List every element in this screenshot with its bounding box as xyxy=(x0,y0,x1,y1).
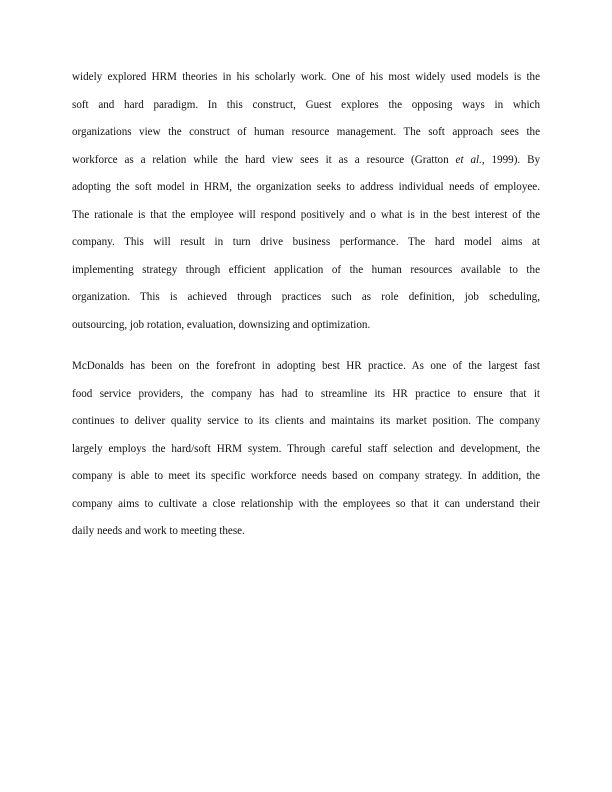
text-line: outsourcing, job rotation, evaluation, downsizing and optimization. xyxy=(72,318,371,331)
citation-year: , 1999). By xyxy=(481,153,541,166)
text-line: implementing strategy through efficient application of the human resources available to the xyxy=(72,263,540,276)
text-line-with-citation xyxy=(72,147,540,175)
text-line: widely explored HRM theories in his scholarly work. One of his most widely used models is the xyxy=(72,71,540,83)
text-line: The rationale is that the employee will respond positively and o what is in the best interest of the xyxy=(72,208,540,221)
paragraph-mcdonalds xyxy=(72,353,540,546)
text-line: largely employs the hard/soft HRM system. Through careful staff selection and development, the xyxy=(72,442,540,455)
paragraph-hrm-theories xyxy=(72,64,540,339)
text-line: continues to deliver quality service to its clients and maintains its market position. The company xyxy=(72,415,540,428)
text-line: soft and hard paradigm. In this construct, Guest explores the opposing ways in which xyxy=(72,98,540,111)
text-line: McDonalds has been on the forefront in adopting best HR practice. As one of the largest fast xyxy=(72,360,540,372)
text-line: company aims to cultivate a close relationship with the employees so that it can understand their xyxy=(72,497,540,510)
text-line: company is able to meet its specific workforce needs based on company strategy. In addition, the xyxy=(72,470,540,483)
text-line: daily needs and work to meeting these. xyxy=(72,525,245,538)
text-segment: workforce as a relation while the hard view sees it as a resource (Gratton xyxy=(72,153,456,166)
text-line: organizations view the construct of human resource management. The soft approach sees the xyxy=(72,126,540,139)
text-line: company. This will result in turn drive business performance. The hard model aims at xyxy=(72,236,540,249)
text-line: organization. This is achieved through practices such as role definition, job scheduling, xyxy=(72,291,540,304)
citation-et-al: et al. xyxy=(455,153,482,166)
text-line: food service providers, the company has had to streamline its HR practice to ensure that it xyxy=(72,387,540,400)
text-line: adopting the soft model in HRM, the organization seeks to address individual needs of employee. xyxy=(72,181,540,194)
